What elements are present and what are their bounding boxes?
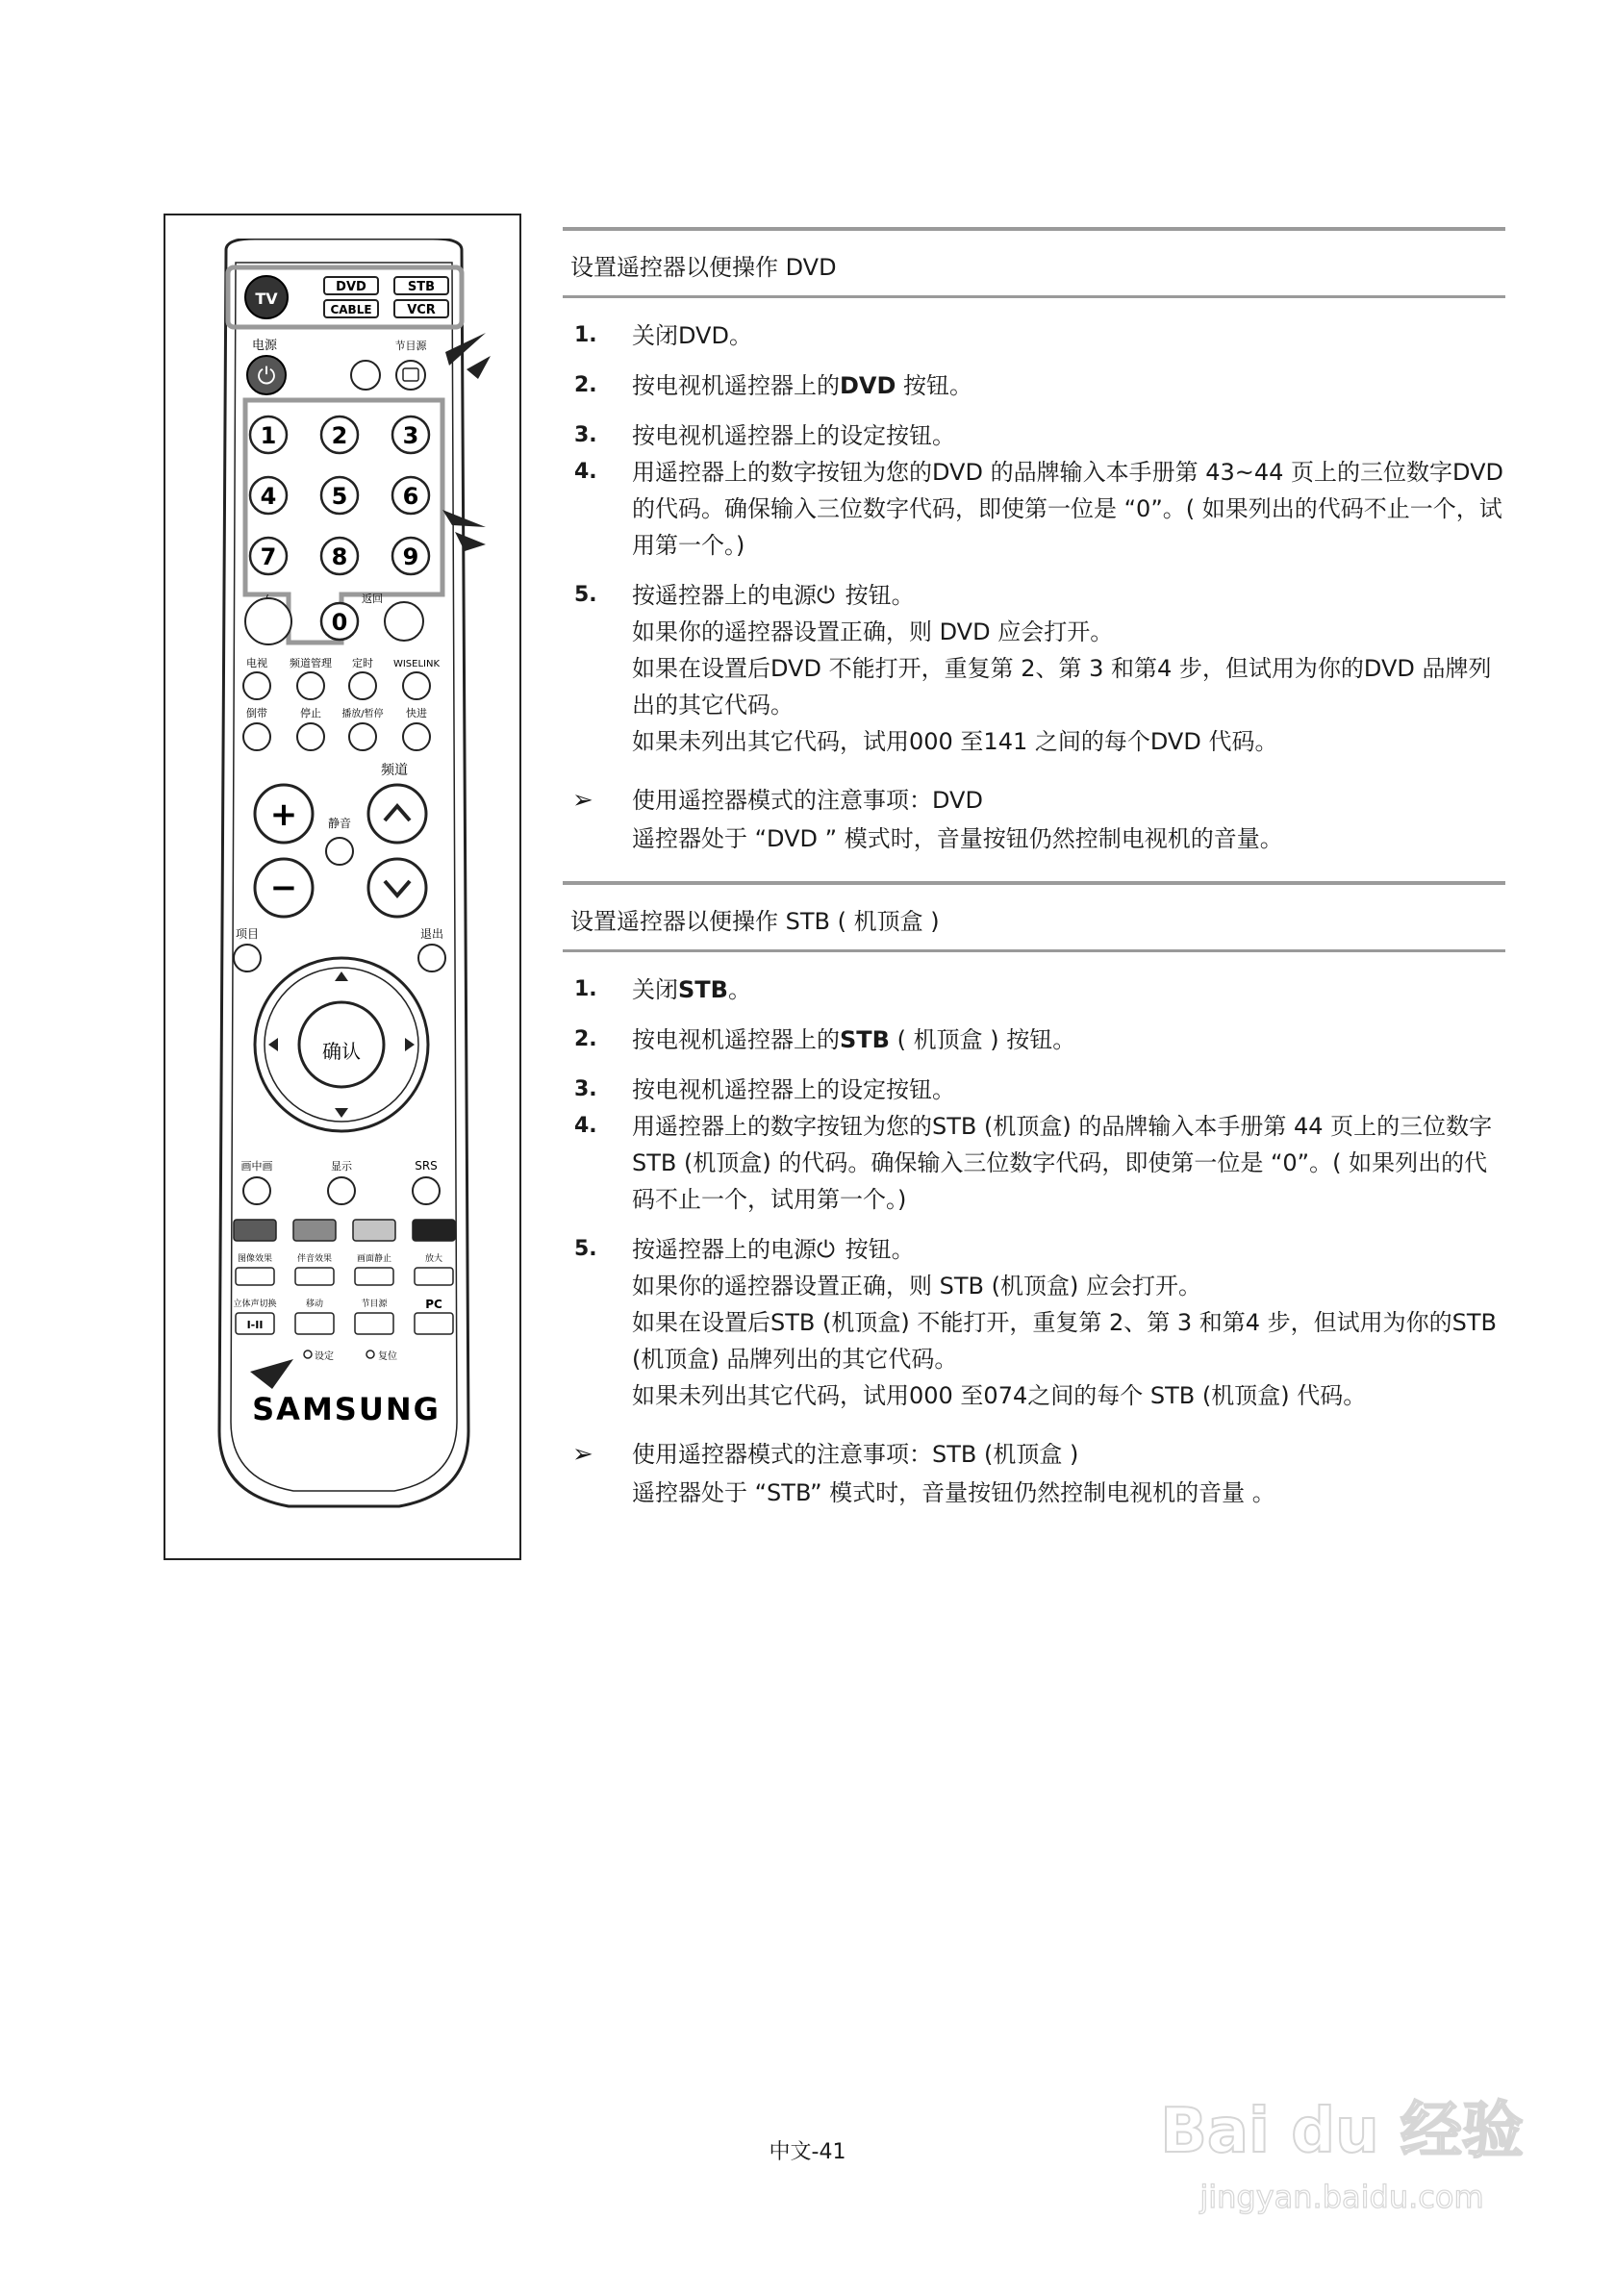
step-item: 4. 用遥控器上的数字按钮为您的DVD 的品牌输入本手册第 43~44 页上的三位数字DVD 的代码。确保输入三位数字代码，即使第一位是 “0”。( 如果列出的代码不止一个，试用第一个。) (574, 459, 1503, 559)
dvd-mode-label: DVD (336, 280, 366, 294)
step-item: 4. 用遥控器上的数字按钮为您的STB (机顶盒) 的品牌输入本手册第 44 页上的三位数字STB (机顶盒) 的代码。确保输入三位数字代码，即使第一位是 “0”。( 如果列出的代码不止一个，试用第一个。) (574, 1113, 1493, 1213)
svg-text:频道: 频道 (381, 763, 408, 778)
svg-text:5: 5 (331, 483, 348, 510)
step-item: 5. 按遥控器上的电源⏻ 按钮。 如果你的遥控器设置正确，则 DVD 应会打开。 如果在设置后DVD 不能打开，重复第 2、第 3 和第4 步，但试用为你的DVD 品牌列出的其它代码。 如果未列出其它代码，试用000 至141 之间的每个DVD 代码。 (563, 577, 1505, 760)
svg-text:PC: PC (425, 1298, 442, 1311)
svg-text:定时: 定时 (352, 657, 373, 669)
svg-text:画面静止: 画面静止 (356, 1254, 392, 1264)
step-item: 3. 按电视机遥控器上的设定按钮。 (574, 422, 955, 449)
color-key-4 (413, 1220, 455, 1241)
svg-text:复位: 复位 (378, 1351, 397, 1362)
svg-text:设定: 设定 (315, 1351, 334, 1362)
svg-text:播放/暂停: 播放/暂停 (341, 709, 384, 719)
note-block: ➢ 使用遥控器模式的注意事项：STB (机顶盒 ) 遥控器处于 “STB” 模式时，音量按钮仍然控制电视机的音量 。 (563, 1435, 1505, 1512)
svg-text:0: 0 (331, 609, 348, 636)
return-label: 返回 (362, 593, 383, 605)
svg-text:7: 7 (260, 543, 277, 570)
svg-text:−: − (269, 869, 298, 907)
svg-text:静音: 静音 (327, 817, 352, 830)
section-dvd (563, 227, 1505, 858)
svg-text:倒带: 倒带 (246, 707, 267, 719)
page-number: 中文-41 (769, 2140, 846, 2164)
step-item: 1. 关闭STB。 (574, 976, 751, 1003)
svg-text:SRS: SRS (415, 1159, 438, 1173)
instructions-column (563, 227, 1505, 1535)
svg-text:1: 1 (260, 422, 277, 449)
note-arrow-icon: ➢ (572, 1440, 593, 1469)
svg-text:WISELINK: WISELINK (392, 659, 441, 669)
svg-text:6: 6 (402, 483, 419, 510)
power-icon: ⏻ (257, 363, 276, 390)
tv-button-label: TV (255, 290, 278, 308)
section-title: 设置遥控器以便操作 DVD (570, 254, 837, 281)
step-item: 2. 按电视机遥控器上的STB ( 机顶盒 ) 按钮。 (574, 1026, 1076, 1053)
svg-text:退出: 退出 (419, 927, 444, 941)
svg-text:2: 2 (331, 422, 348, 449)
ok-label: 确认 (322, 1040, 361, 1063)
step-item: 2. 按电视机遥控器上的DVD 按钮。 (574, 372, 973, 399)
svg-text:4: 4 (260, 483, 277, 510)
svg-text:+: + (269, 795, 298, 834)
section-stb (563, 881, 1505, 1512)
vcr-mode-label: VCR (407, 303, 436, 317)
brand-logo: SAMSUNG (252, 1391, 441, 1427)
svg-text:快进: 快进 (406, 707, 427, 719)
svg-text:移动: 移动 (305, 1299, 324, 1309)
svg-text:伴音效果: 伴音效果 (296, 1254, 333, 1264)
note-arrow-icon: ➢ (572, 786, 593, 815)
step-item: 3. 按电视机遥控器上的设定按钮。 (574, 1076, 955, 1103)
svg-text:画中画: 画中画 (240, 1160, 273, 1173)
color-key-2 (293, 1220, 336, 1241)
svg-text:电视: 电视 (246, 657, 267, 669)
note-block: ➢ 使用遥控器模式的注意事项：DVD 遥控器处于 “DVD ” 模式时，音量按钮仍然控制电视机的音量。 (563, 781, 1505, 858)
stb-mode-label: STB (407, 280, 436, 294)
svg-text:节目源: 节目源 (361, 1299, 388, 1309)
power-icon: ⏻ (817, 1236, 835, 1263)
svg-text:9: 9 (402, 543, 419, 570)
color-key-3 (353, 1220, 395, 1241)
section-title: 设置遥控器以便操作 STB ( 机顶盒 ) (570, 908, 940, 935)
power-icon: ⏻ (817, 582, 835, 609)
color-key-1 (234, 1220, 276, 1241)
svg-text:显示: 显示 (331, 1160, 352, 1173)
svg-text:Bai du 经验: Bai du 经验 (1160, 2096, 1524, 2167)
source-label: 节目源 (394, 340, 427, 352)
svg-text:3: 3 (402, 422, 419, 449)
svg-text:频道管理: 频道管理 (290, 657, 332, 669)
divider (563, 295, 1505, 298)
cable-mode-label: CABLE (330, 303, 372, 316)
remote-control-illustration (197, 239, 491, 1518)
svg-text:停止: 停止 (300, 707, 321, 719)
svg-text:I-II: I-II (246, 1319, 264, 1331)
step-item: 1. 关闭DVD。 (574, 322, 752, 349)
svg-text:图像效果: 图像效果 (237, 1254, 273, 1264)
svg-text:8: 8 (331, 543, 348, 570)
svg-text:项目: 项目 (235, 927, 260, 941)
svg-text:放大: 放大 (424, 1254, 443, 1264)
power-label: 电源 (251, 339, 278, 353)
step-item: 5. 按遥控器上的电源⏻ 按钮。 如果你的遥控器设置正确，则 STB (机顶盒) 应会打开。 如果在设置后STB (机顶盒) 不能打开，重复第 2、第 3 和第4 步，但试用为你的STB (机顶盒) 品牌列出的其它代码。 如果未列出其它代码，试用000 至074之间的每个 STB (机顶盒) 代码。 (563, 1231, 1505, 1414)
divider (563, 949, 1505, 952)
svg-text:jingyan.baidu.com: jingyan.baidu.com (1199, 2179, 1484, 2215)
svg-text:立体声切换: 立体声切换 (233, 1299, 277, 1309)
